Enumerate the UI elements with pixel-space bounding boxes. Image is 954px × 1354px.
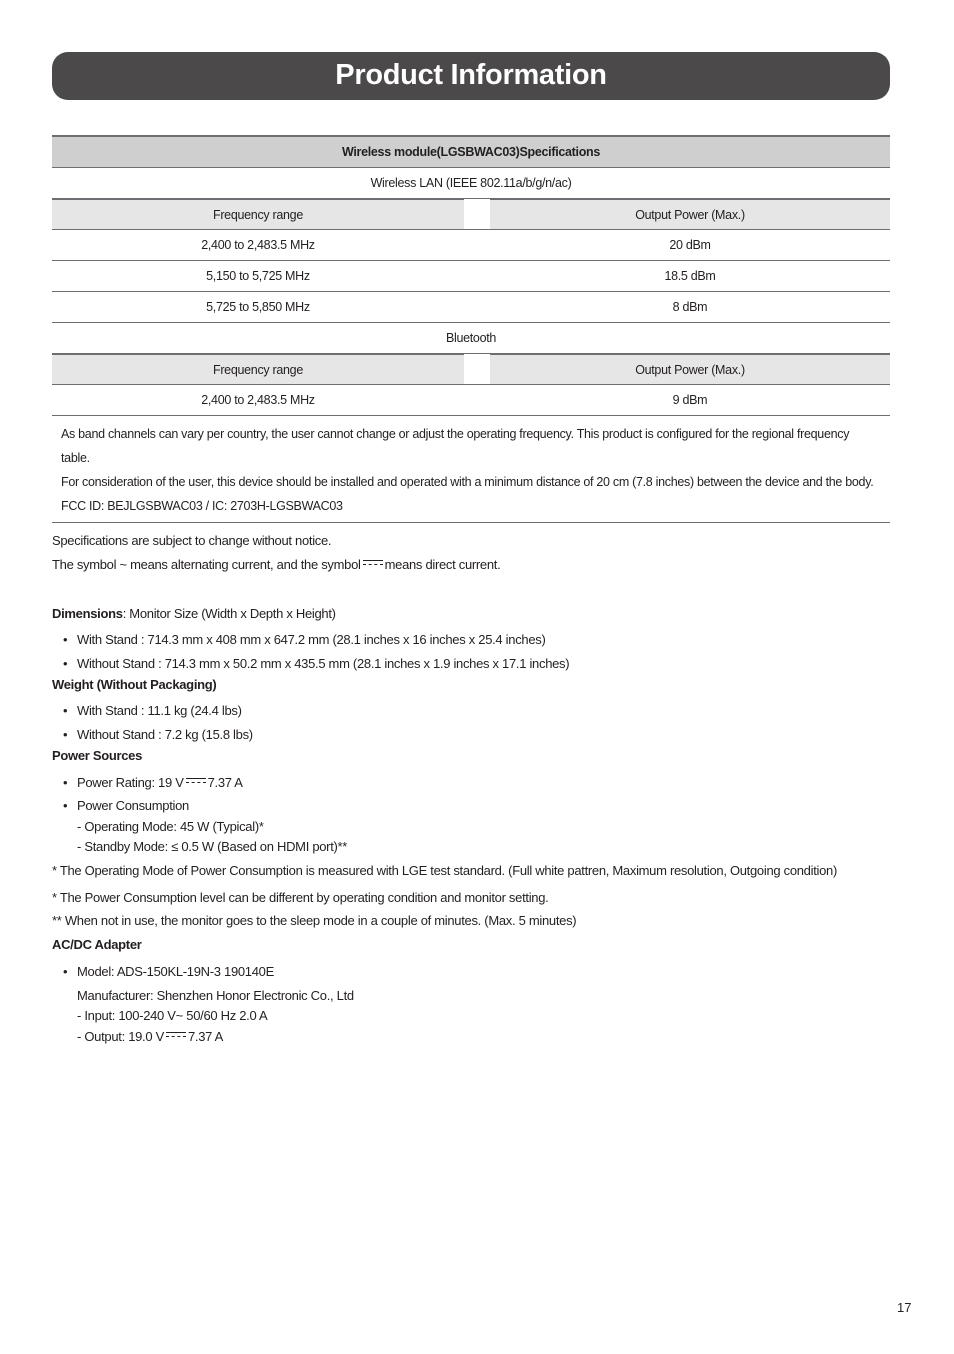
- power-footnote: ** When not in use, the monitor goes to the sleep mode in a couple of minutes. (Max. 5 minutes): [52, 913, 577, 928]
- adapter-model: • Model: ADS-150KL-19N-3 190140E: [77, 964, 274, 979]
- power-rating: [77, 775, 243, 790]
- standby-mode: - Standby Mode: ≤ 0.5 W (Based on HDMI port)**: [77, 839, 348, 854]
- column-header-power: Output Power (Max.): [490, 354, 890, 385]
- dc-symbol-icon: [166, 1032, 186, 1039]
- page-title: Product Information: [52, 52, 890, 100]
- power-cell: 20 dBm: [490, 230, 890, 261]
- power-cell: 8 dBm: [490, 292, 890, 323]
- power-footnote: * The Power Consumption level can be different by operating condition and monitor setting.: [52, 890, 549, 905]
- dc-symbol-icon: [186, 778, 206, 785]
- frequency-cell: 2,400 to 2,483.5 MHz: [52, 230, 464, 261]
- wlan-label-row: [52, 168, 890, 199]
- note-line: For consideration of the user, this device should be installed and operated with a minimum distance of 20 cm (7.8 inches) between the device and the body.: [61, 475, 874, 489]
- list-item: • Without Stand : 7.2 kg (15.8 lbs): [77, 727, 253, 742]
- adapter-input: - Input: 100-240 V~ 50/60 Hz 2.0 A: [77, 1008, 268, 1023]
- dimensions-desc: : Monitor Size (Width x Depth x Height): [122, 606, 336, 621]
- column-header-power: Output Power (Max.): [490, 199, 890, 230]
- dimensions-heading: Dimensions: [52, 606, 123, 621]
- power-rating-part2: 7.37 A: [207, 775, 243, 790]
- adapter-heading: AC/DC Adapter: [52, 937, 142, 952]
- operating-mode: - Operating Mode: 45 W (Typical)*: [77, 819, 264, 834]
- wlan-column-header-row: [52, 199, 890, 230]
- symbol-note: [52, 557, 500, 572]
- note-line: FCC ID: BEJLGSBWAC03 / IC: 2703H-LGSBWAC03: [61, 499, 343, 513]
- dimensions-line: [52, 606, 336, 621]
- bluetooth-label-row: [52, 323, 890, 354]
- list-item: • Without Stand : 714.3 mm x 50.2 mm x 435.5 mm (28.1 inches x 1.9 inches x 17.1 inches): [77, 656, 569, 671]
- page-number: 17: [897, 1300, 912, 1315]
- power-footnote: * The Operating Mode of Power Consumption is measured with LGE test standard. (Full white pattren, Maximum resolution, Outgoing condition): [52, 863, 837, 878]
- adapter-output-part2: 7.37 A: [187, 1029, 224, 1044]
- table-row: [52, 385, 890, 416]
- wlan-label: Wireless LAN (IEEE 802.11a/b/g/n/ac): [370, 176, 572, 190]
- table-row: [52, 261, 890, 292]
- weight-heading: Weight (Without Packaging): [52, 677, 217, 692]
- bluetooth-label: Bluetooth: [445, 331, 497, 345]
- table-row: [52, 292, 890, 323]
- frequency-cell: 2,400 to 2,483.5 MHz: [52, 385, 464, 416]
- column-header-frequency: Frequency range: [52, 199, 464, 230]
- power-heading: Power Sources: [52, 748, 143, 763]
- spec-notice: Specifications are subject to change without notice.: [52, 533, 332, 548]
- table-notes: [52, 416, 890, 523]
- power-cell: 9 dBm: [490, 385, 890, 416]
- list-item: • With Stand : 11.1 kg (24.4 lbs): [77, 703, 242, 718]
- table-row: [52, 230, 890, 261]
- list-item: • With Stand : 714.3 mm x 408 mm x 647.2 mm (28.1 inches x 16 inches x 25.4 inches): [77, 632, 545, 647]
- table-heading: Wireless module(LGSBWAC03)Specifications: [341, 145, 601, 159]
- power-rating-part1: Power Rating: 19 V: [77, 775, 184, 790]
- note-line: As band channels can vary per country, the user cannot change or adjust the operating frequency. This product is configured for the regional frequency table.: [61, 427, 850, 465]
- dc-symbol-icon: [363, 560, 383, 567]
- power-consumption: • Power Consumption: [77, 798, 189, 813]
- adapter-output-part1: - Output: 19.0 V: [77, 1029, 164, 1044]
- table-heading-row: [52, 135, 890, 168]
- bluetooth-column-header-row: [52, 354, 890, 385]
- column-header-frequency: Frequency range: [52, 354, 464, 385]
- wireless-spec-table: [52, 135, 890, 523]
- frequency-cell: 5,725 to 5,850 MHz: [52, 292, 464, 323]
- frequency-cell: 5,150 to 5,725 MHz: [52, 261, 464, 292]
- symbol-note-part1: The symbol ~ means alternating current, and the symbol: [52, 557, 361, 572]
- adapter-output: [77, 1029, 223, 1044]
- symbol-note-part2: means direct current.: [384, 557, 501, 572]
- adapter-manufacturer: Manufacturer: Shenzhen Honor Electronic Co., Ltd: [77, 988, 354, 1003]
- power-cell: 18.5 dBm: [490, 261, 890, 292]
